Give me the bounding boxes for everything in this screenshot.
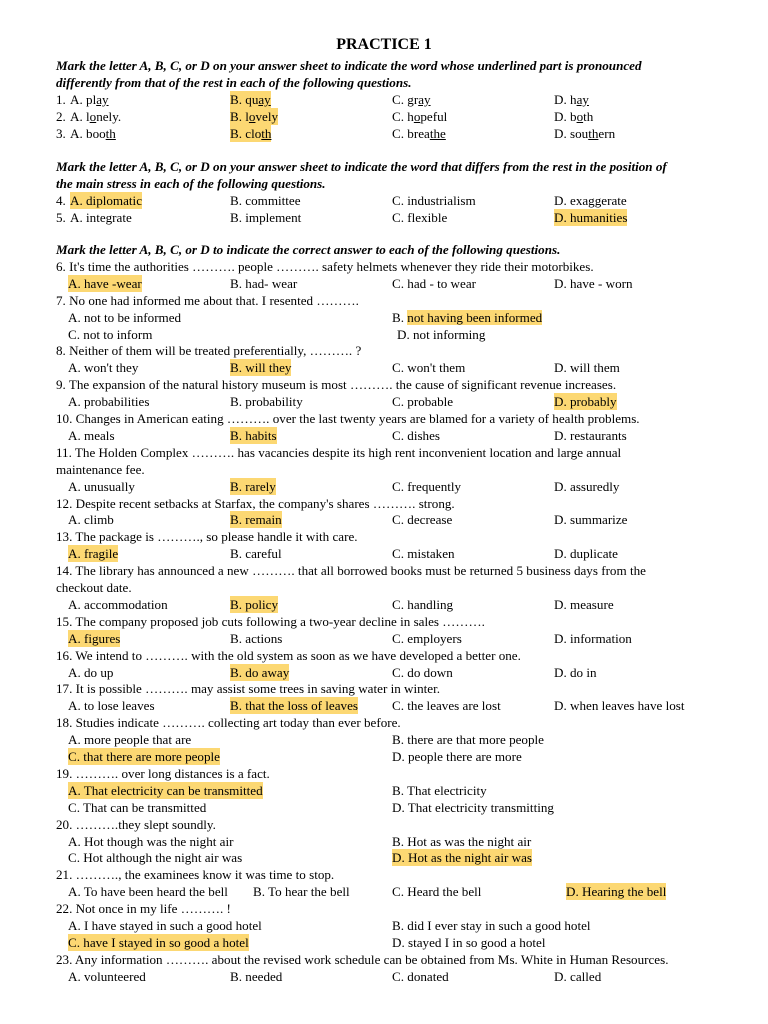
- section-instruction: Mark the letter A, B, C, or D to indicate the correct answer to each of the following questions.: [56, 242, 561, 257]
- option-label: C. mistaken: [392, 546, 455, 562]
- question-number: 13.: [56, 529, 76, 545]
- option-text: h: [570, 91, 577, 107]
- answer-option[interactable]: [392, 192, 476, 209]
- option-label: C. have I stayed in so good a hotel: [68, 934, 249, 950]
- option-label: A. unusually: [68, 478, 135, 494]
- question-stem: Any information ………. about the revised work schedule can be obtained from Ms. White in Human Resources.: [74, 951, 669, 967]
- option-label: B. had- wear: [230, 275, 298, 291]
- underlined-part: ay: [576, 91, 589, 107]
- option-label: C.: [392, 91, 408, 107]
- answer-option[interactable]: [392, 782, 487, 799]
- answer-option[interactable]: [230, 275, 297, 292]
- option-label: C. That can be transmitted: [68, 799, 207, 815]
- answer-option[interactable]: [554, 968, 601, 985]
- question-stem: It is possible ………. may assist some trees in saving water in winter.: [75, 681, 441, 697]
- answer-option[interactable]: [392, 478, 461, 495]
- text-line: [56, 57, 732, 74]
- option-label: B. that the loss of leaves: [230, 698, 359, 714]
- answer-option[interactable]: [68, 427, 115, 444]
- page-title: PRACTICE 1: [336, 36, 432, 53]
- answer-option-highlighted[interactable]: [230, 697, 358, 714]
- answer-option[interactable]: [230, 968, 282, 985]
- answer-option[interactable]: [68, 478, 135, 495]
- option-label: D. Hot as the night air was: [392, 850, 533, 866]
- option-label: A. Hot though was the night air: [68, 833, 234, 849]
- answer-option[interactable]: [392, 968, 449, 985]
- option-label: A.: [70, 108, 87, 124]
- option-text: l: [245, 108, 249, 124]
- option-label: A. diplomatic: [70, 192, 143, 208]
- option-label: D.: [554, 125, 571, 141]
- answer-option[interactable]: [554, 108, 593, 125]
- answer-option[interactable]: [68, 849, 242, 866]
- answer-option[interactable]: [253, 883, 350, 900]
- question-stem: checkout date.: [56, 580, 132, 595]
- option-label: D. duplicate: [554, 546, 618, 562]
- option-label: A. to lose leaves: [68, 698, 155, 714]
- text-line: [56, 175, 732, 192]
- question-stem: We intend to ………. with the old system as soon as we have developed a better one.: [75, 647, 521, 663]
- option-text: b: [570, 108, 577, 124]
- text-line: [56, 410, 732, 427]
- option-label: D. That electricity transmitting: [392, 799, 554, 815]
- answer-option[interactable]: [397, 326, 485, 343]
- option-text: boo: [86, 125, 106, 141]
- option-label: A. integrate: [70, 209, 132, 225]
- answer-option[interactable]: [554, 91, 589, 108]
- answer-option-highlighted[interactable]: [230, 108, 278, 125]
- option-label: D. Hearing the bell: [566, 884, 667, 900]
- answer-option[interactable]: [392, 545, 455, 562]
- question-stem: The expansion of the natural history museum is most ………. the cause of significant revenue increases.: [68, 377, 617, 393]
- answer-option[interactable]: [554, 275, 633, 292]
- option-label: D. when leaves have lost: [554, 698, 685, 714]
- question-number: 1.: [56, 91, 66, 107]
- answer-option[interactable]: [392, 917, 591, 934]
- option-label: D. summarize: [554, 512, 628, 528]
- answer-option[interactable]: [554, 630, 632, 647]
- text-line: [56, 376, 732, 393]
- text-line: [56, 579, 732, 596]
- question-stem: ………. over long distances is a fact.: [75, 765, 270, 781]
- option-label: C. the leaves are lost: [392, 698, 501, 714]
- answer-option[interactable]: [392, 309, 542, 326]
- text-line: [56, 495, 732, 512]
- answer-option[interactable]: [554, 125, 615, 142]
- text-line: [56, 765, 732, 782]
- option-text: qu: [245, 91, 259, 107]
- option-label: B. there are that more people: [392, 732, 544, 748]
- question-stem: Neither of them will be treated preferentially, ………. ?: [69, 343, 362, 359]
- option-label: D. have - worn: [554, 275, 633, 291]
- question-number: 15.: [56, 613, 76, 629]
- text-line: [56, 528, 732, 545]
- answer-option[interactable]: [392, 359, 465, 376]
- option-text: pl: [86, 91, 97, 107]
- option-label: A. probabilities: [68, 394, 150, 410]
- answer-option[interactable]: [70, 125, 116, 142]
- section-instruction: Mark the letter A, B, C, or D on your answer sheet to indicate the word that differs from the rest in the position of: [56, 159, 667, 174]
- option-label: A. figures: [68, 630, 121, 646]
- question-number: 7.: [56, 292, 70, 308]
- answer-option-highlighted[interactable]: [230, 91, 271, 108]
- answer-option[interactable]: [392, 731, 544, 748]
- option-label: C. decrease: [392, 512, 453, 528]
- question-number: 16.: [56, 647, 76, 663]
- question-number: 9.: [56, 377, 69, 393]
- option-label: B. committee: [230, 192, 301, 208]
- text-line: [56, 342, 732, 359]
- answer-option[interactable]: [392, 275, 476, 292]
- option-label: D. people there are more: [392, 749, 522, 764]
- answer-option[interactable]: [554, 192, 627, 209]
- option-text: brea: [407, 125, 430, 141]
- answer-option[interactable]: [68, 917, 262, 934]
- option-label: A. I have stayed in such a good hotel: [68, 918, 262, 933]
- option-label: B. That electricity: [392, 782, 487, 798]
- option-label: D. do in: [554, 664, 597, 680]
- answer-option[interactable]: [554, 478, 619, 495]
- option-text: clo: [245, 125, 262, 141]
- answer-option[interactable]: [68, 664, 113, 681]
- question-stem: The package is ………., so please handle it with care.: [75, 529, 358, 545]
- option-text: nely.: [96, 108, 122, 124]
- option-label: D.: [554, 108, 571, 124]
- question-number: 10.: [56, 411, 76, 426]
- answer-option[interactable]: [554, 697, 685, 714]
- answer-option-highlighted[interactable]: [230, 359, 291, 376]
- text-line: [56, 900, 732, 917]
- option-text: th: [583, 108, 594, 124]
- option-label: D. probably: [554, 394, 617, 410]
- question-stem: The library has announced a new ………. that all borrowed books must be returned 5 business days from the: [75, 563, 646, 579]
- option-label: B. did I ever stay in such a good hotel: [392, 918, 591, 933]
- option-label: B.: [230, 125, 246, 141]
- question-number: 2.: [56, 108, 66, 124]
- answer-option[interactable]: [68, 833, 233, 850]
- option-label: A. more people that are: [68, 732, 192, 748]
- option-label: B. rarely: [230, 478, 276, 494]
- answer-option[interactable]: [554, 545, 618, 562]
- answer-option[interactable]: [392, 427, 440, 444]
- option-label: B. actions: [230, 630, 283, 646]
- question-stem: The Holden Complex ………. has vacancies despite its high rent inconvenient location and large annual: [74, 444, 622, 460]
- option-label: B. policy: [230, 596, 279, 612]
- option-label: D. will them: [554, 360, 620, 376]
- option-label: B. will they: [230, 360, 292, 376]
- question-number: 12.: [56, 495, 76, 511]
- question-stem: No one had informed me about that. I resented ……….: [69, 292, 359, 308]
- answer-option-highlighted[interactable]: [68, 630, 120, 647]
- option-label: D. stayed I in so good a hotel: [392, 934, 546, 950]
- answer-option-highlighted[interactable]: [554, 393, 617, 410]
- option-label: C. flexible: [392, 209, 448, 225]
- option-label: B.: [230, 91, 246, 107]
- answer-option[interactable]: [392, 511, 452, 528]
- option-label: C. do down: [392, 664, 453, 680]
- answer-option-highlighted[interactable]: [230, 596, 278, 613]
- question-number: 14.: [56, 563, 76, 579]
- question-number: 4.: [56, 192, 66, 208]
- option-label: C.: [392, 108, 408, 124]
- option-label: C. won't them: [392, 360, 466, 376]
- answer-option[interactable]: [554, 359, 620, 376]
- option-text: peful: [420, 108, 448, 124]
- question-stem: Despite recent setbacks at Starfax, the company's shares ………. strong.: [75, 495, 455, 511]
- option-label: C. handling: [392, 596, 454, 612]
- question-number: 3.: [56, 125, 66, 141]
- text-line: [56, 647, 732, 664]
- underlined-part: ay: [258, 91, 271, 107]
- option-label: A. meals: [68, 427, 115, 443]
- answer-option[interactable]: [392, 697, 501, 714]
- text-line: [56, 816, 732, 833]
- answer-option[interactable]: [554, 596, 614, 613]
- option-label: D. not informing: [397, 326, 486, 342]
- option-label: C. dishes: [392, 427, 441, 443]
- answer-option-highlighted[interactable]: [68, 748, 220, 765]
- question-stem: Studies indicate ………. collecting art today than ever before.: [75, 715, 401, 731]
- option-label: B. careful: [230, 546, 282, 562]
- answer-option-highlighted[interactable]: [392, 849, 532, 866]
- question-stem: The company proposed job cuts following a two-year decline in sales ……….: [75, 613, 485, 629]
- section-instruction: Mark the letter A, B, C, or D on your answer sheet to indicate the word whose underlined part is pronounced: [56, 58, 642, 73]
- option-label: A. not to be informed: [68, 309, 182, 325]
- question-number: 11.: [56, 444, 75, 460]
- answer-option[interactable]: [554, 511, 627, 528]
- question-number: 22.: [56, 901, 76, 917]
- question-number: 18.: [56, 715, 76, 731]
- question-stem: It's time the authorities ………. people ………. safety helmets whenever they ride their motorbikes.: [69, 258, 594, 274]
- option-label: C. had - to wear: [392, 275, 476, 291]
- text-line: [56, 158, 732, 175]
- answer-option-highlighted[interactable]: [230, 427, 277, 444]
- question-stem: ……….they slept soundly.: [75, 816, 216, 832]
- answer-option[interactable]: [392, 883, 481, 900]
- answer-option[interactable]: [392, 209, 447, 226]
- answer-option-highlighted[interactable]: [68, 545, 118, 562]
- option-text: sou: [570, 125, 589, 141]
- answer-option[interactable]: [230, 192, 301, 209]
- answer-option-highlighted[interactable]: [230, 125, 271, 142]
- option-label: C. industrialism: [392, 192, 476, 208]
- underlined-part: o: [413, 108, 421, 124]
- option-label: A. accommodation: [68, 596, 168, 612]
- answer-option-highlighted[interactable]: [230, 511, 282, 528]
- answer-option[interactable]: [392, 833, 531, 850]
- answer-option-highlighted[interactable]: [68, 275, 142, 292]
- answer-option[interactable]: [68, 326, 152, 343]
- underlined-part: o: [89, 108, 97, 124]
- text-line: [56, 951, 732, 968]
- question-number: 8.: [56, 343, 70, 359]
- section-instruction: the main stress in each of the following questions.: [56, 175, 326, 191]
- underlined-part: o: [576, 108, 584, 124]
- text-line: [56, 562, 732, 579]
- option-label: A. fragile: [68, 546, 119, 562]
- answer-option[interactable]: [70, 108, 121, 125]
- answer-option-highlighted[interactable]: [554, 209, 627, 226]
- underlined-part: o: [248, 108, 256, 124]
- option-label: C. that there are more people: [68, 749, 220, 764]
- answer-option[interactable]: [68, 883, 228, 900]
- answer-option[interactable]: [68, 799, 206, 816]
- answer-option-highlighted[interactable]: [566, 883, 666, 900]
- option-label: A. volunteered: [68, 968, 146, 984]
- question-number: 20.: [56, 816, 76, 832]
- option-label: B. do away: [230, 664, 290, 680]
- text-line: [56, 714, 732, 731]
- option-label: C. frequently: [392, 478, 462, 494]
- text-line: [56, 866, 732, 883]
- option-label: B.: [392, 309, 408, 325]
- text-line: [56, 292, 732, 309]
- option-label: A.: [70, 91, 87, 107]
- answer-option[interactable]: [392, 596, 453, 613]
- question-stem: maintenance fee.: [56, 461, 145, 477]
- option-label: C. Heard the bell: [392, 884, 482, 900]
- answer-option[interactable]: [392, 91, 431, 108]
- option-text: vely: [255, 108, 279, 124]
- answer-option[interactable]: [392, 108, 447, 125]
- underlined-part: th: [588, 125, 599, 141]
- answer-option[interactable]: [230, 545, 282, 562]
- underlined-part: ay: [96, 91, 109, 107]
- answer-option[interactable]: [70, 209, 132, 226]
- option-label: C.: [392, 125, 408, 141]
- text-line: [56, 680, 732, 697]
- option-text: l: [86, 108, 90, 124]
- option-label: B. Hot as was the night air: [392, 833, 532, 849]
- text-line: [56, 613, 732, 630]
- text-line: [56, 444, 732, 461]
- text-line: [56, 241, 732, 258]
- option-label: D.: [554, 91, 571, 107]
- option-label: B. remain: [230, 512, 282, 528]
- answer-option[interactable]: [68, 359, 138, 376]
- question-stem: Not once in my life ………. !: [75, 901, 231, 917]
- option-text: ern: [598, 125, 616, 141]
- answer-option[interactable]: [392, 630, 462, 647]
- option-label: A. climb: [68, 512, 114, 528]
- option-label: A. do up: [68, 664, 114, 680]
- answer-option[interactable]: [392, 125, 446, 142]
- answer-option[interactable]: [70, 91, 109, 108]
- option-label: A. have -wear: [68, 275, 142, 291]
- option-label: D. measure: [554, 596, 614, 612]
- answer-option[interactable]: [68, 697, 155, 714]
- question-number: 6.: [56, 258, 70, 274]
- answer-option[interactable]: [392, 799, 554, 816]
- option-text: h: [407, 108, 414, 124]
- option-label: A. won't they: [68, 360, 139, 376]
- text-line: [56, 74, 732, 91]
- question-number: 17.: [56, 681, 76, 697]
- text-line: [56, 461, 732, 478]
- section-instruction: differently from that of the rest in each of the following questions.: [56, 74, 412, 90]
- answer-option[interactable]: [392, 664, 453, 681]
- option-label: B. habits: [230, 427, 277, 443]
- option-label: D. restaurants: [554, 427, 627, 443]
- answer-option[interactable]: [68, 596, 168, 613]
- underlined-part: th: [105, 125, 116, 141]
- answer-option[interactable]: [68, 309, 181, 326]
- underlined-part: the: [429, 125, 446, 141]
- option-label: A.: [70, 125, 87, 141]
- option-label: B. probability: [230, 394, 303, 410]
- answer-option[interactable]: [68, 968, 146, 985]
- option-label: D. assuredly: [554, 478, 620, 494]
- question-stem: ………., the examinees know it was time to stop.: [75, 867, 335, 883]
- answer-option-highlighted[interactable]: [70, 192, 142, 209]
- answer-option-highlighted[interactable]: [68, 934, 249, 951]
- underlined-part: th: [261, 125, 272, 141]
- option-label: A. That electricity can be transmitted: [68, 782, 263, 798]
- option-label: D. exaggerate: [554, 192, 627, 208]
- answer-option[interactable]: [68, 731, 191, 748]
- answer-option[interactable]: [392, 934, 545, 951]
- option-label: C. Hot although the night air was: [68, 850, 243, 866]
- answer-option[interactable]: [230, 209, 301, 226]
- question-stem: Changes in American eating ………. over the last twenty years are blamed for a variety of health problems.: [75, 411, 640, 426]
- question-number: 19.: [56, 765, 76, 781]
- option-label: C. not to inform: [68, 326, 153, 342]
- question-number: 23.: [56, 951, 75, 967]
- answer-option[interactable]: [230, 630, 282, 647]
- answer-option[interactable]: [68, 393, 149, 410]
- answer-option[interactable]: [554, 664, 597, 681]
- option-label: C. probable: [392, 394, 454, 410]
- option-label: C. employers: [392, 630, 462, 646]
- question-number: 21.: [56, 867, 76, 883]
- underlined-part: ay: [418, 91, 431, 107]
- highlighted-answer: not having been informed: [407, 309, 543, 325]
- option-label: B. needed: [230, 968, 283, 984]
- answer-option[interactable]: [392, 748, 522, 765]
- option-label: C. donated: [392, 968, 449, 984]
- answer-option-highlighted[interactable]: [230, 478, 276, 495]
- option-label: B. implement: [230, 209, 302, 225]
- question-number: 5.: [56, 209, 66, 225]
- answer-option-highlighted[interactable]: [230, 664, 289, 681]
- option-text: gr: [407, 91, 419, 107]
- text-line: [56, 258, 732, 275]
- option-label: B. To hear the bell: [253, 884, 350, 900]
- answer-option[interactable]: [554, 427, 627, 444]
- option-label: D. humanities: [554, 209, 628, 225]
- option-label: A. To have been heard the bell: [68, 884, 228, 900]
- option-label: D. information: [554, 630, 632, 646]
- option-label: B.: [230, 108, 246, 124]
- answer-option[interactable]: [68, 511, 114, 528]
- answer-option[interactable]: [230, 393, 303, 410]
- answer-option-highlighted[interactable]: [68, 782, 263, 799]
- option-label: D. called: [554, 968, 602, 984]
- answer-option[interactable]: [392, 393, 453, 410]
